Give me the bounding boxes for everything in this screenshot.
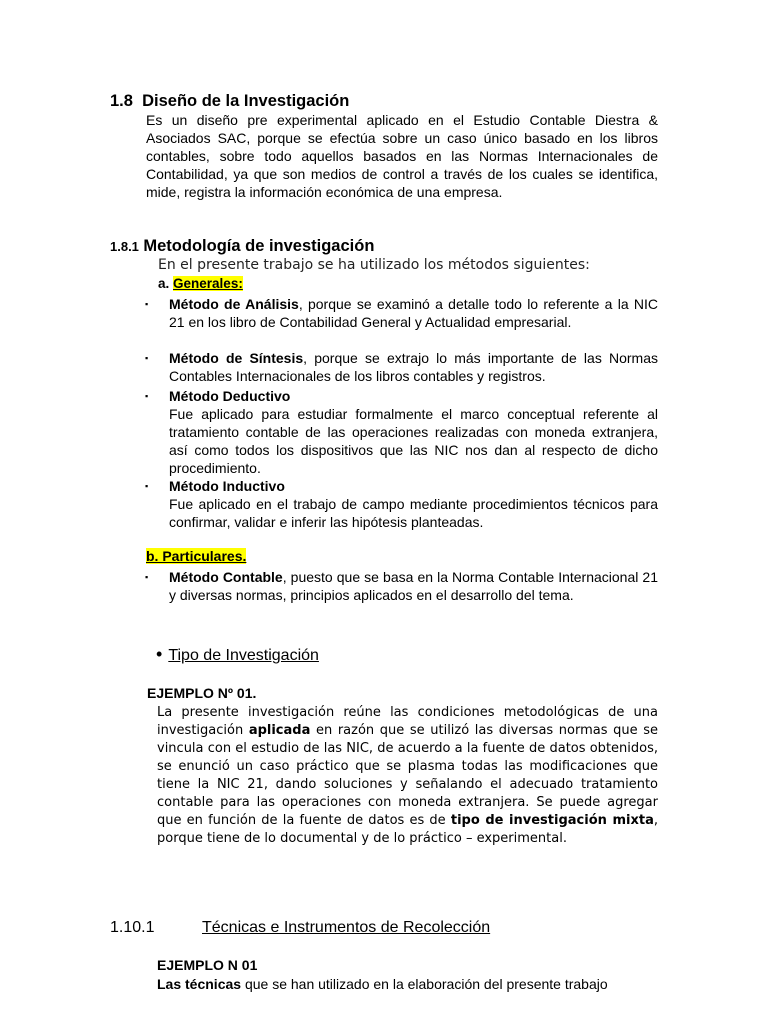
particulares-label: b. Particulares. (146, 548, 247, 564)
bullet-icon: ▪ (145, 391, 149, 401)
section-title: Diseño de la Investigación (142, 92, 350, 110)
tipo-title: Tipo de Investigación (168, 647, 319, 664)
list-item: Método Contable, puesto que se basa en la Norma Contable Internacional 21 y diversas normas, principios aplicados en el desarrollo del tema. (169, 569, 659, 603)
list-item: Método Inductivo Fue aplicado en el trabajo de campo mediante procedimientos técnicos para confirmar, validar e inferir las hipótesis planteadas. (169, 478, 658, 530)
example-title: EJEMPLO N 01 (157, 957, 258, 973)
example-paragraph: La presente investigación reúne las condiciones metodológicas de una investigación aplicada en razón que se utilizó las diversas normas que se vincula con el estudio de las NIC, de acuerdo a la fuente de datos obtenidos, se enunció un caso práctico que se plasma todas las modificaciones que tiene la NIC 21, dando soluciones y señalando el adecuado tratamiento contable para las operaciones con moneda extranjera. Se puede agregar que en función de la fuente de datos es de tipo de investigación mixta, porque tiene de lo documental y de lo práctico – experimental. (157, 705, 658, 846)
bullet-icon: • (156, 644, 163, 664)
subsection-number: 1.8.1 (110, 239, 139, 254)
tipo-heading (156, 644, 319, 665)
section-paragraph: Es un diseño pre experimental aplicado en el Estudio Contable Diestra & Asociados SAC, porque se efectúa sobre un caso único basado en los libros contables, sobre todo aquellos basados en las Normas Internacionales de Contabilidad, ya que son medios de control a través de los cuales se identifica, mide, registra la información económica de una empresa. (146, 112, 658, 200)
subsection-title: Técnicas e Instrumentos de Recolección (202, 919, 491, 936)
subsection-title: Metodología de investigación (143, 237, 375, 255)
list-item: Método de Análisis, porque se examinó a detalle todo lo referente a la NIC 21 en los libro de Contabilidad General y Actualidad empresarial. (169, 296, 659, 330)
bullet-icon: ▪ (145, 353, 149, 363)
bullet-icon: ▪ (145, 481, 149, 491)
list-item: Método de Síntesis, porque se extrajo lo más importante de las Normas Contables Internacionales de los libros contables y registros. (169, 350, 658, 384)
bullet-icon: ▪ (145, 299, 149, 309)
subsection-heading (110, 237, 374, 256)
section-heading (110, 92, 349, 111)
subsection-heading (110, 919, 491, 937)
generales-label: a. Generales: (158, 276, 243, 291)
section-number: 1.8 (110, 92, 133, 110)
bullet-icon: ▪ (145, 572, 149, 582)
example-paragraph: Las técnicas que se han utilizado en la elaboración del presente trabajo (157, 976, 608, 992)
intro-text: En el presente trabajo se ha utilizado los métodos siguientes: (158, 257, 590, 273)
example-title: EJEMPLO Nº 01. (147, 685, 257, 701)
subsection-number: 1.10.1 (110, 919, 155, 936)
list-item: Método Deductivo Fue aplicado para estudiar formalmente el marco conceptual referente al tratamiento contable de las operaciones realizadas con moneda extranjera, así como todos los dispositivos que las NIC nos dan al respecto de dicho procedimiento. (169, 388, 658, 476)
